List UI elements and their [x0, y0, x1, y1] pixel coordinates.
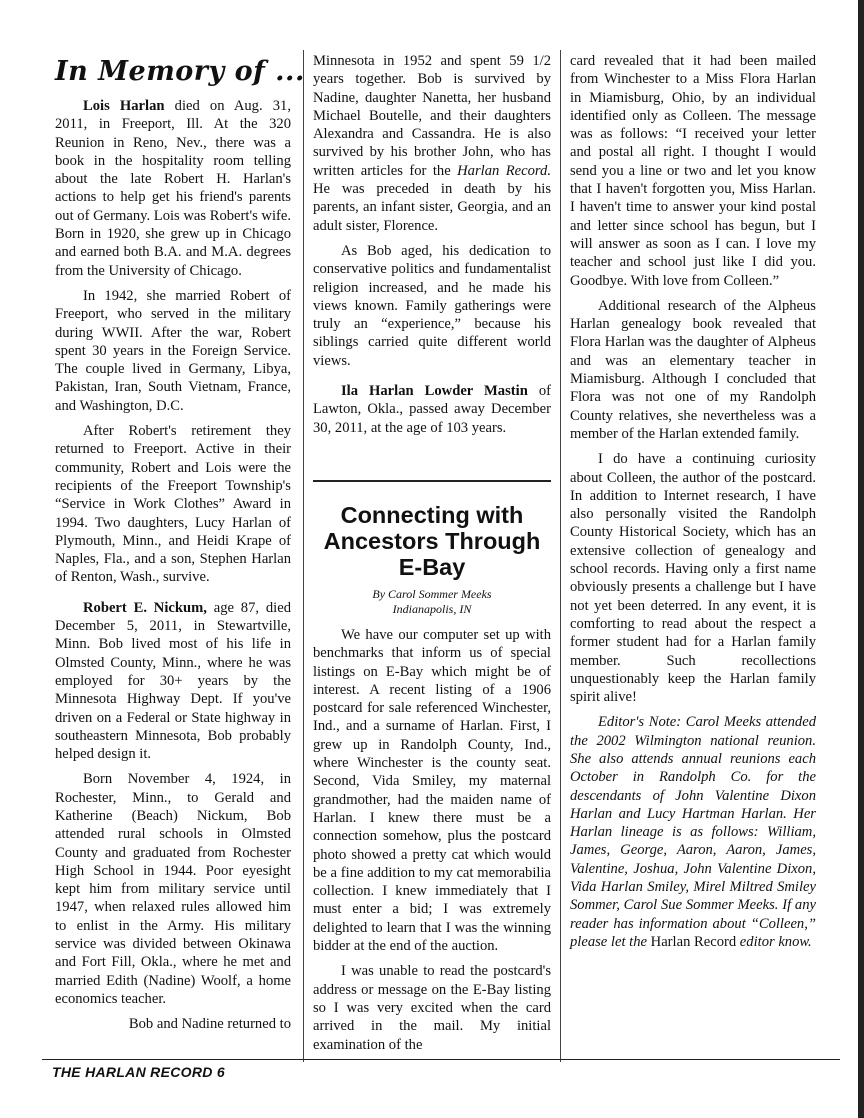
scan-edge [858, 0, 864, 1118]
paragraph: Additional research of the Alpheus Harlan genealogy book revealed that Flora Harlan was the daughter of Alpheus and was an elementary teacher in Miamisburg. Although I concluded that Flora was not one of my Randolph County relatives, she nevertheless was a member of the Harlan extended family. [570, 297, 816, 442]
article-headline: Connecting with Ancestors Through E-Bay [323, 502, 541, 580]
page-footer: THE HARLAN RECORD 6 [52, 1064, 225, 1080]
paragraph: After Robert's retirement they returned to Freeport. Active in their community, Robert and Lois were the recipients of the Freeport Township's “Service in Work Clothes” Award in 1994. Two daughters, Lucy Harlan of Plymouth, Minn., and Heidi Krape of Naples, Fla., and a son, Stephen Harlan of Renton, Wash., survive. [55, 423, 291, 586]
byline-author: By Carol Sommer Meeks [372, 587, 492, 601]
obituary-lois-harlan: Lois Harlan died on Aug. 31, 2011, in Freeport, Ill. At the 320 Reunion in Reno, Nev., there was a book in the hospitality room telling about the late Robert H. Harlan's actions to help get his friend's parents out of Germany. Lois was Robert's wife. Born in 1920, she grew up in Chicago and earned both B.A. and M.A. degrees from the University of Chicago. [55, 98, 291, 279]
paragraph: In 1942, she married Robert of Freeport, who served in the military during WWII. After the war, Robert spent 30 years in the Foreign Service. The couple lived in Germany, Libya, Pakistan, Iran, South Vietnam, France, and Washington, D.C. [55, 287, 291, 414]
column-1 [55, 97, 291, 1034]
paragraph: Bob and Nadine returned to [128, 1016, 291, 1033]
column-3 [570, 52, 816, 951]
paragraph: Born November 4, 1924, in Rochester, Minn., to Gerald and Katherine (Beach) Nickum, Bob attended rural schools in Olmsted County and graduated from Rochester High School in 1944. Poor eyesight kept him from military service until 1947, when relaxed rules allowed him to enlist in the Army. His military service was divided between Okinawa and Fort Fill, Okla., where he met and married Edith (Nadine) Woolf, a home economics teacher. [55, 771, 291, 1007]
paragraph: As Bob aged, his dedication to conservative politics and fundamentalist religion increased, and he made his views known. Family gatherings were truly an “experience,” because his siblings carried quite different world views. [313, 242, 551, 369]
name-ila-mastin: Ila Harlan Lowder Mastin [341, 383, 528, 400]
byline-place: Indianapolis, IN [392, 602, 472, 616]
column-2-article [313, 626, 551, 1054]
paragraph: card revealed that it had been mailed from Winchester to a Miss Flora Harlan in Miamisburg, Ohio, by an individual identified only as Colleen. The message was as follows: “I received your letter and postal all right. I thought I would send you a line or two and let you know that I haven't forgotten you, Miss Harlan. I haven't time to answer your kind postal and letter since school has begun, but I will answer as soon as I can. I love my teacher and school just like I did you. Goodbye. With love from Colleen.” [570, 53, 816, 289]
column-rule-left [303, 50, 304, 1062]
obituary-ila-mastin: Ila Harlan Lowder Mastin of Lawton, Okla., passed away December 30, 2011, at the age of 103 years. [313, 383, 551, 436]
column-rule-right [560, 50, 561, 1062]
paragraph: I was unable to read the postcard's address or message on the E-Bay listing so I was very excited when the card arrived in the mail. My initial examination of the [313, 963, 551, 1053]
in-memory-heading: In Memory of ... [55, 56, 305, 87]
paragraph: I do have a continuing curiosity about Colleen, the author of the postcard. In addition to Internet research, I have also personally visited the Randolph County Historical Society, which has an extensive collection of genealogy and school records. Having only a first name obviously presents a challenge but I have not yet been deterred. In any event, it is comforting to read about the respect a former student had for a Harlan family member. Such recollections unquestionably keep the Harlan family spirit alive! [570, 451, 816, 706]
article-divider [313, 480, 551, 482]
name-lois-harlan: Lois Harlan [83, 98, 165, 114]
footer-rule [42, 1059, 840, 1060]
paragraph: We have our computer set up with benchmarks that inform us of special listings on E-Bay which might be of interest. A recent listing of a 1906 postcard for sale referenced Winchester, Ind., and a surname of Harlan. First, I grew up in Randolph County, Ind., where Winchester is the county seat. Second, Vida Smiley, my maternal grandmother, had the maiden name of Harlan. I knew there must be a connection somehow, plus the postcard photo showed a pretty cat which would be a fine addition to my cat memorabilia collection. I knew immediately that I must enter a bid; I was extremely delighted to learn that I was the winning bidder at the end of the auction. [313, 627, 551, 955]
name-robert-nickum: Robert E. Nickum, [83, 599, 207, 616]
paragraph: Minnesota in 1952 and spent 59 1/2 years together. Bob is survived by Nadine, daughter Nanetta, her husband Michael Boutelle, and their daughters Alexandra and Cassandra. He is also survived by his brother John, who has written articles for the Harlan Record. He was preceded in death by his parents, an infant sister, Georgia, and an adult sister, Florence. [313, 53, 551, 234]
editors-note: Editor's Note: Carol Meeks attended the 2002 Wilmington national reunion. She also attends annual reunions each October in Randolph Co. for the descendants of John Valentine Dixon Harlan and Lucy Hartman Harlan. Her Harlan lineage is as follows: William, James, George, Aaron, Aaron, James, Valentine, Joshua, John Valentine Dixon, Vida Harlan Smiley, Mirel Miltred Smiley Sommer, Carol Sue Sommer Meeks. If any reader has information about “Colleen,” please let the Harlan Record editor know. [570, 714, 816, 950]
column-2 [313, 52, 551, 444]
obituary-robert-nickum: Robert E. Nickum, age 87, died December 5, 2011, in Stewartville, Minn. Bob lived most of his life in Olmsted County, Minn., where he was employed for 30+ years by the Minnesota Highway Dept. If you've driven on a Federal or State highway in southeastern Minnesota, Bob probably helped design it. [55, 599, 291, 763]
byline [313, 587, 551, 617]
